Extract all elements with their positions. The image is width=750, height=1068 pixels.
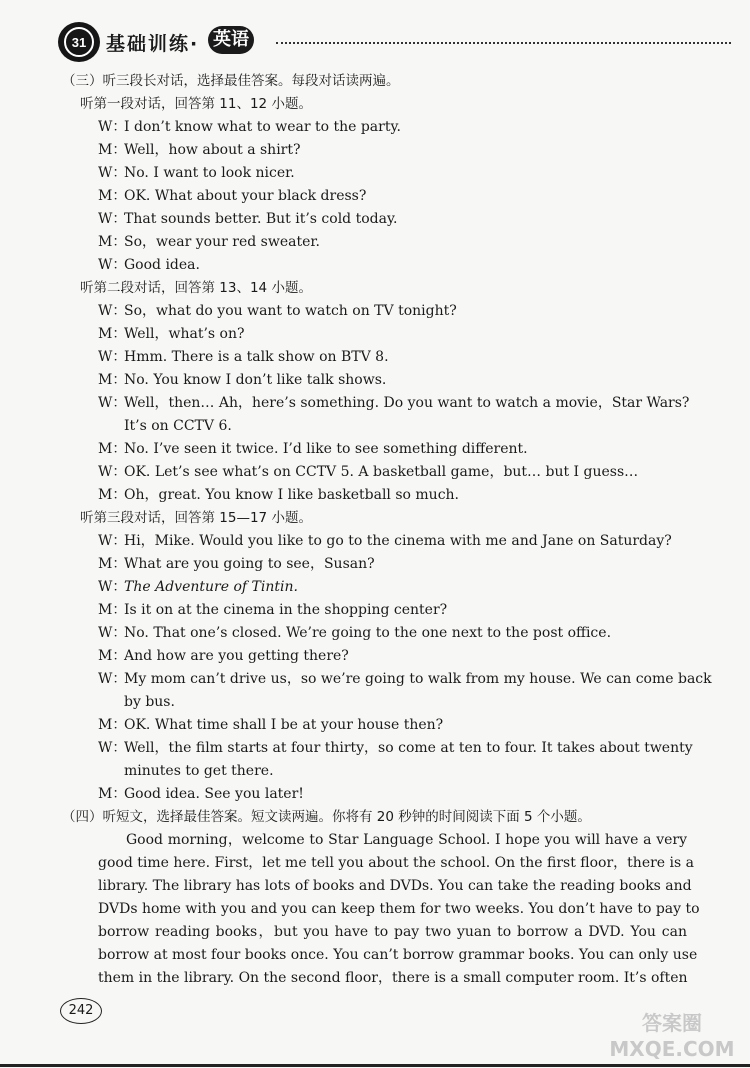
dialogue-line bbox=[62, 254, 687, 277]
utterance: No. I want to look nicer. bbox=[124, 165, 295, 181]
section-heading: （三）听三段长对话，选择最佳答案。每段对话读两遍。 bbox=[62, 73, 400, 89]
dialogue-line bbox=[62, 438, 687, 461]
dialogue-line bbox=[62, 162, 687, 185]
passage-line: borrow at most four books once. You can’t borrow grammar books. You can only use bbox=[98, 947, 698, 963]
dialogue-line bbox=[62, 392, 690, 415]
utterance-continuation: It’s on CCTV 6. bbox=[124, 418, 232, 434]
utterance: Good idea. See you later! bbox=[124, 786, 304, 802]
speaker: M： bbox=[98, 648, 127, 664]
utterance: Well，what’s on? bbox=[124, 326, 245, 342]
passage-line: them in the library. On the second floor，there is a small computer room. It’s often bbox=[98, 970, 688, 986]
dialogue-line bbox=[62, 714, 687, 737]
speaker: M： bbox=[98, 556, 127, 572]
section-heading: （四）听短文，选择最佳答案。短文读两遍。你将有 20 秒钟的时间阅读下面 5 个小题。 bbox=[62, 809, 591, 825]
dialogue-line bbox=[62, 622, 687, 645]
passage-line: Good morning，welcome to Star Language School. I hope you will have a very bbox=[126, 832, 687, 848]
page-header bbox=[58, 22, 698, 62]
utterance: Good idea. bbox=[124, 257, 200, 273]
utterance: Well，the film starts at four thirty，so come at ten to four. It takes about twenty bbox=[124, 740, 693, 756]
dialogue-line bbox=[62, 553, 687, 576]
utterance: Oh，great. You know I like basketball so much. bbox=[124, 487, 460, 503]
dialogue-line bbox=[62, 369, 687, 392]
utterance: Hi，Mike. Would you like to go to the cinema with me and Jane on Saturday? bbox=[124, 533, 672, 549]
speaker: W： bbox=[98, 625, 127, 641]
page-number: 242 bbox=[60, 998, 102, 1024]
utterance: Is it on at the cinema in the shopping center? bbox=[124, 602, 448, 618]
dialogue-line bbox=[62, 484, 687, 507]
speaker: M： bbox=[98, 602, 127, 618]
speaker: M： bbox=[98, 441, 127, 457]
subject-badge: 英语 bbox=[208, 26, 254, 54]
passage-line: good time here. First，let me tell you about the school. On the first floor，there is a bbox=[98, 855, 694, 871]
utterance: The Adventure of Tintin. bbox=[124, 579, 298, 595]
utterance-continuation: minutes to get there. bbox=[124, 763, 274, 779]
speaker: W： bbox=[98, 533, 127, 549]
utterance: Hmm. There is a talk show on BTV 8. bbox=[124, 349, 389, 365]
speaker: W： bbox=[98, 303, 127, 319]
utterance: And how are you getting there? bbox=[124, 648, 349, 664]
series-title: 基础训练· bbox=[106, 33, 200, 55]
speaker: W： bbox=[98, 257, 127, 273]
utterance: Well，how about a shirt? bbox=[124, 142, 301, 158]
dialogue-intro: 听第三段对话，回答第 15—17 小题。 bbox=[80, 510, 312, 526]
dialogue-line bbox=[62, 231, 687, 254]
dialogue-line bbox=[62, 185, 687, 208]
logo-text: 31 bbox=[64, 27, 94, 57]
dialogue-intro: 听第二段对话，回答第 13、14 小题。 bbox=[80, 280, 312, 296]
speaker: W： bbox=[98, 395, 127, 411]
speaker: M： bbox=[98, 326, 127, 342]
bottom-rule bbox=[0, 1064, 750, 1067]
speaker: W： bbox=[98, 165, 127, 181]
dialogue-intro: 听第一段对话，回答第 11、12 小题。 bbox=[80, 96, 312, 112]
utterance: OK. What time shall I be at your house then? bbox=[124, 717, 444, 733]
passage-line: borrow reading books，but you have to pay two yuan to borrow a DVD. You can bbox=[98, 924, 687, 940]
speaker: W： bbox=[98, 671, 127, 687]
dialogue-line bbox=[62, 530, 687, 553]
speaker: W： bbox=[98, 740, 127, 756]
page-content bbox=[62, 70, 712, 990]
utterance: No. You know I don’t like talk shows. bbox=[124, 372, 387, 388]
speaker: M： bbox=[98, 188, 127, 204]
dialogue-line bbox=[62, 461, 687, 484]
utterance: No. I’ve seen it twice. I’d like to see something different. bbox=[124, 441, 528, 457]
utterance: I don’t know what to wear to the party. bbox=[124, 119, 401, 135]
speaker: M： bbox=[98, 234, 127, 250]
utterance: My mom can’t drive us，so we’re going to walk from my house. We can come back bbox=[124, 671, 712, 687]
speaker: M： bbox=[98, 717, 127, 733]
utterance: Well，then… Ah，here’s something. Do you want to watch a movie，Star Wars? bbox=[124, 395, 690, 411]
series-logo bbox=[58, 22, 100, 62]
utterance-continuation: by bus. bbox=[124, 694, 175, 710]
dialogue-line bbox=[62, 139, 687, 162]
speaker: W： bbox=[98, 464, 127, 480]
passage-line: DVDs home with you and you can keep them for two weeks. You don’t have to pay to bbox=[98, 901, 700, 917]
utterance: OK. What about your black dress? bbox=[124, 188, 367, 204]
utterance: What are you going to see，Susan? bbox=[124, 556, 375, 572]
utterance: So，what do you want to watch on TV tonight? bbox=[124, 303, 457, 319]
speaker: M： bbox=[98, 372, 127, 388]
watermark: 答案圈 MXQE.COM bbox=[609, 1011, 735, 1061]
dialogue-line bbox=[62, 323, 687, 346]
utterance: No. That one’s closed. We’re going to the one next to the post office. bbox=[124, 625, 612, 641]
speaker: W： bbox=[98, 579, 127, 595]
dialogue-line bbox=[62, 300, 687, 323]
dialogue-line bbox=[62, 116, 687, 139]
speaker: M： bbox=[98, 487, 127, 503]
speaker: W： bbox=[98, 349, 127, 365]
header-dotted-rule bbox=[276, 42, 731, 44]
speaker: W： bbox=[98, 119, 127, 135]
utterance: So，wear your red sweater. bbox=[124, 234, 320, 250]
dialogue-line bbox=[62, 599, 687, 622]
dialogue-line bbox=[62, 737, 693, 760]
dialogue-line bbox=[62, 346, 687, 369]
utterance: OK. Let’s see what’s on CCTV 5. A basketball game，but… but I guess… bbox=[124, 464, 639, 480]
dialogue-line bbox=[62, 208, 687, 231]
speaker: W： bbox=[98, 211, 127, 227]
dialogue-line bbox=[62, 668, 712, 691]
dialogue-line bbox=[62, 783, 687, 806]
speaker: M： bbox=[98, 786, 127, 802]
speaker: M： bbox=[98, 142, 127, 158]
dialogue-line bbox=[62, 645, 687, 668]
utterance: That sounds better. But it’s cold today. bbox=[124, 211, 398, 227]
dialogue-line bbox=[62, 576, 687, 599]
passage-line: library. The library has lots of books and DVDs. You can take the reading books and bbox=[98, 878, 692, 894]
